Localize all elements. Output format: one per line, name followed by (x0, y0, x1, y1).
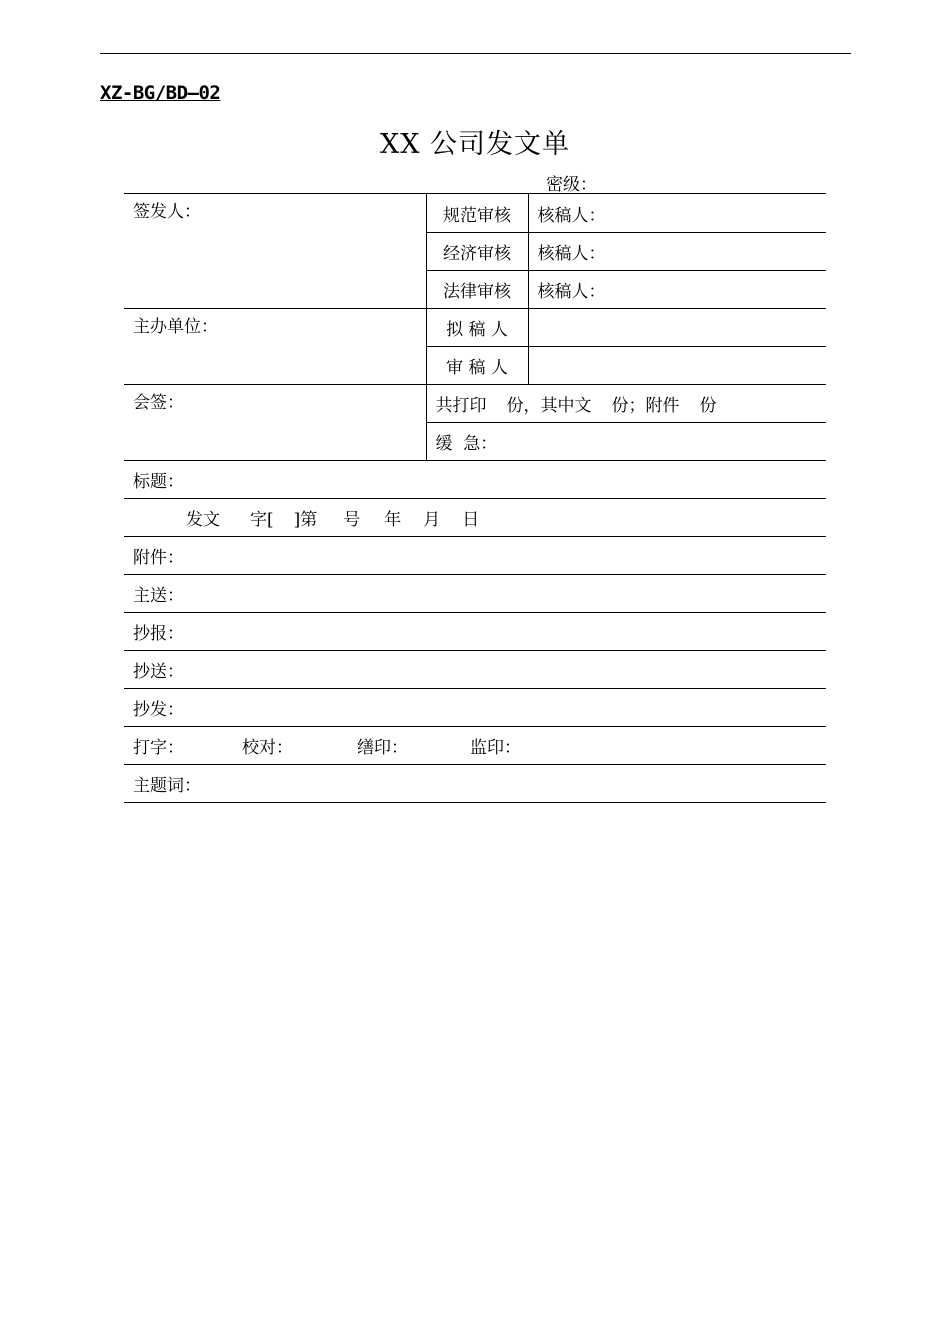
proofread-label: 校对： (242, 738, 293, 758)
typing-label: 打字： (133, 738, 184, 758)
host-unit-cell[interactable] (124, 309, 426, 385)
document-title: XX 公司发文单 (379, 129, 571, 160)
secrecy-label: 密级： (546, 175, 597, 195)
doc-number-cell[interactable] (124, 499, 826, 537)
printing-label: 缮印： (357, 738, 408, 758)
keywords-label: 主题词： (133, 776, 201, 796)
copies-text-3: 份；附件 (611, 396, 680, 416)
copies-text-1: 共打印 (435, 396, 487, 416)
main-recipient-cell[interactable] (124, 575, 826, 613)
copies-text-2: 份，其中文 (506, 396, 592, 416)
auditor-value-cell[interactable] (528, 347, 826, 385)
doc-number-text-5: 年 (384, 510, 402, 530)
doc-number-text-3: ]第 (293, 510, 318, 530)
doc-number-text-4: 号 (343, 510, 361, 530)
review-checker-cell[interactable] (528, 271, 826, 309)
urgency-cell[interactable] (426, 423, 826, 461)
review-label: 法律审核 (443, 282, 511, 302)
dispatch-form-table (124, 193, 826, 803)
review-label-cell (426, 271, 528, 309)
subject-cell[interactable] (124, 461, 826, 499)
copies-cell[interactable] (426, 385, 826, 423)
report-copy-cell[interactable] (124, 613, 826, 651)
signer-label: 签发人： (133, 202, 201, 222)
urgency-label: 缓 急： (435, 434, 498, 454)
copies-text-4: 份 (699, 396, 717, 416)
main-recipient-label: 主送： (133, 586, 184, 606)
auditor-label: 审 稿 人 (446, 358, 508, 378)
auditor-label-cell (426, 347, 528, 385)
distribute-cell[interactable] (124, 689, 826, 727)
report-copy-label: 抄报： (133, 624, 184, 644)
host-unit-label: 主办单位： (133, 317, 218, 337)
processing-cell[interactable] (124, 727, 826, 765)
review-label: 规范审核 (443, 205, 511, 226)
review-label-cell (426, 233, 528, 271)
checker-label: 核稿人： (537, 205, 606, 226)
send-copy-label: 抄送： (133, 662, 184, 682)
doc-number-text-2: 字[ (250, 510, 274, 530)
countersign-label: 会签： (133, 393, 184, 413)
doc-number-text-7: 日 (462, 510, 480, 530)
header-rule (100, 53, 851, 54)
distribute-label: 抄发： (133, 700, 184, 720)
drafter-value-cell[interactable] (528, 309, 826, 347)
drafter-label-cell (426, 309, 528, 347)
review-label-cell (426, 194, 528, 233)
doc-number-text-6: 月 (423, 510, 441, 530)
supervise-label: 监印： (470, 738, 521, 758)
review-checker-cell[interactable] (528, 233, 826, 271)
attachment-label: 附件： (133, 548, 184, 568)
attachment-cell[interactable] (124, 537, 826, 575)
checker-label: 核稿人： (537, 244, 606, 264)
review-checker-cell[interactable] (528, 194, 826, 233)
countersign-cell[interactable] (124, 385, 426, 461)
drafter-label: 拟 稿 人 (446, 320, 508, 340)
doc-number-text-1: 发文 (186, 510, 220, 530)
keywords-cell[interactable] (124, 765, 826, 803)
signer-cell[interactable] (124, 194, 426, 309)
subject-label: 标题： (133, 472, 184, 492)
review-label: 经济审核 (443, 244, 511, 264)
checker-label: 核稿人： (537, 282, 606, 302)
send-copy-cell[interactable] (124, 651, 826, 689)
document-code: XZ-BG/BD—02 (100, 82, 221, 104)
